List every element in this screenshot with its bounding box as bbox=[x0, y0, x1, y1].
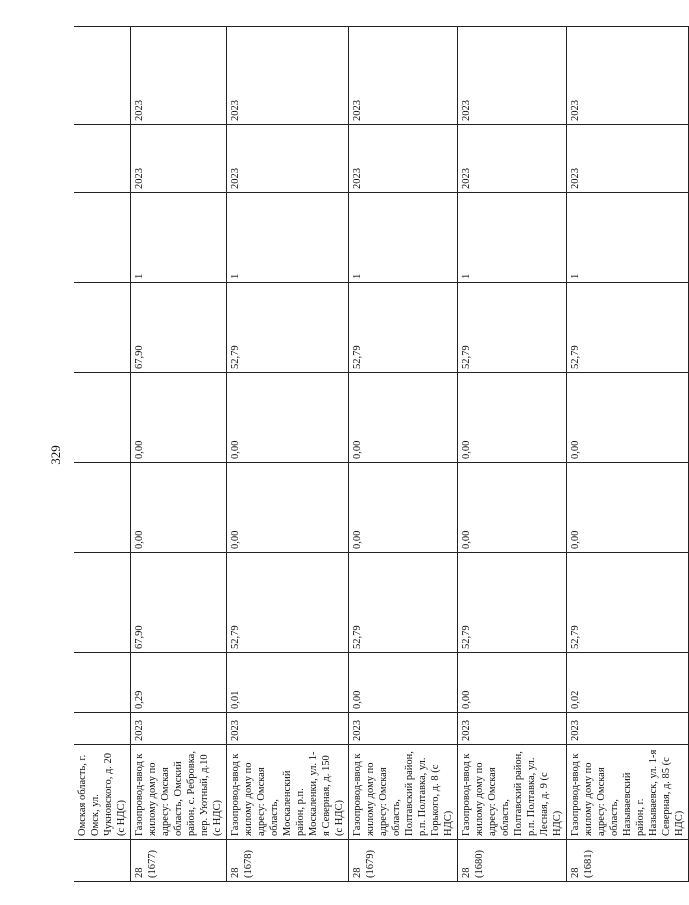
cell-v5: 52,79 bbox=[458, 283, 567, 373]
cell-y2: 2023 bbox=[349, 27, 458, 125]
table-row bbox=[227, 27, 349, 882]
cell-v1: 0,01 bbox=[227, 653, 349, 713]
cell-v3: 0,00 bbox=[567, 463, 689, 553]
table-row-continued bbox=[74, 27, 131, 882]
cell-v6: 1 bbox=[227, 193, 349, 283]
cell-id: 28 (1680) bbox=[458, 840, 567, 882]
cell-v3: 0,00 bbox=[131, 463, 227, 553]
cell-y1: 2023 bbox=[349, 125, 458, 193]
cell-id: 28 (1679) bbox=[349, 840, 458, 882]
cell-v4 bbox=[74, 373, 131, 463]
cell-year: 2023 bbox=[349, 713, 458, 745]
cell-v6 bbox=[74, 193, 131, 283]
cell-v4: 0,00 bbox=[458, 373, 567, 463]
cell-v2 bbox=[74, 553, 131, 653]
cell-y1: 2023 bbox=[567, 125, 689, 193]
cell-v2: 52,79 bbox=[227, 553, 349, 653]
cell-v2: 52,79 bbox=[567, 553, 689, 653]
cell-description: Омская область, г. Омск, ул. Чукновского, д. 20 (с НДС) bbox=[74, 745, 131, 840]
cell-v1: 0,00 bbox=[458, 653, 567, 713]
cell-y2 bbox=[74, 27, 131, 125]
cell-year: 2023 bbox=[458, 713, 567, 745]
cell-description: Газопровод-ввод к жилому дому по адресу: Омская область, Полтавский район, р.п. Полтавка, ул. Горького, д. 8 (с НДС) bbox=[349, 745, 458, 840]
cell-v4: 0,00 bbox=[349, 373, 458, 463]
cell-y1: 2023 bbox=[131, 125, 227, 193]
cell-description: Газопровод-ввод к жилому дому по адресу: Омская область, Полтавский район, р.п. Полтавка, ул. Лесная, д. 9 (с НДС) bbox=[458, 745, 567, 840]
cell-y2: 2023 bbox=[567, 27, 689, 125]
cell-v3: 0,00 bbox=[227, 463, 349, 553]
cell-v6: 1 bbox=[567, 193, 689, 283]
cell-v3: 0,00 bbox=[458, 463, 567, 553]
cell-v5: 67,90 bbox=[131, 283, 227, 373]
cell-v1: 0,02 bbox=[567, 653, 689, 713]
cell-v1: 0,00 bbox=[349, 653, 458, 713]
table-row bbox=[131, 27, 227, 882]
cell-v5: 52,79 bbox=[227, 283, 349, 373]
rotated-table-wrapper bbox=[74, 27, 685, 882]
cell-v4: 0,00 bbox=[131, 373, 227, 463]
page-number: 329 bbox=[48, 445, 63, 465]
cell-v6: 1 bbox=[458, 193, 567, 283]
cell-year: 2023 bbox=[567, 713, 689, 745]
cell-v4: 0,00 bbox=[227, 373, 349, 463]
cell-year: 2023 bbox=[131, 713, 227, 745]
cell-v2: 52,79 bbox=[349, 553, 458, 653]
cell-y2: 2023 bbox=[131, 27, 227, 125]
cell-v6: 1 bbox=[131, 193, 227, 283]
table-row bbox=[567, 27, 689, 882]
cell-y1: 2023 bbox=[458, 125, 567, 193]
cell-v4: 0,00 bbox=[567, 373, 689, 463]
cell-v5: 52,79 bbox=[567, 283, 689, 373]
cell-year bbox=[74, 713, 131, 745]
cell-v5 bbox=[74, 283, 131, 373]
cell-y1: 2023 bbox=[227, 125, 349, 193]
cell-y2: 2023 bbox=[458, 27, 567, 125]
cell-id: 28 (1677) bbox=[131, 840, 227, 882]
cell-id: 28 (1678) bbox=[227, 840, 349, 882]
table-row bbox=[349, 27, 458, 882]
cell-y1 bbox=[74, 125, 131, 193]
cell-description: Газопровод-ввод к жилому дому по адресу: Омская область, Называевский район, г. Называевск, ул. 1-я Северная, д. 85 (с НДС) bbox=[567, 745, 689, 840]
cell-y2: 2023 bbox=[227, 27, 349, 125]
cell-description: Газопровод-ввод к жилому дому по адресу: Омская область, Омский район, с. Ребровка, пер. Уютный, д.10 (с НДС) bbox=[131, 745, 227, 840]
cell-v2: 52,79 bbox=[458, 553, 567, 653]
cell-v1: 0,29 bbox=[131, 653, 227, 713]
table-container bbox=[74, 27, 685, 882]
cell-v1 bbox=[74, 653, 131, 713]
cell-v3 bbox=[74, 463, 131, 553]
cell-description: Газопровод-ввод к жилому дому по адресу: Омская область, Москаленский район, р.п. Москаленки, ул. 1-я Северная, д. 150 (с НДС) bbox=[227, 745, 349, 840]
cell-v2: 67,90 bbox=[131, 553, 227, 653]
cell-v3: 0,00 bbox=[349, 463, 458, 553]
cell-v6: 1 bbox=[349, 193, 458, 283]
cell-v5: 52,79 bbox=[349, 283, 458, 373]
table-row bbox=[458, 27, 567, 882]
data-table bbox=[74, 26, 689, 882]
cell-id: 28 (1681) bbox=[567, 840, 689, 882]
cell-year: 2023 bbox=[227, 713, 349, 745]
cell-id bbox=[74, 840, 131, 882]
